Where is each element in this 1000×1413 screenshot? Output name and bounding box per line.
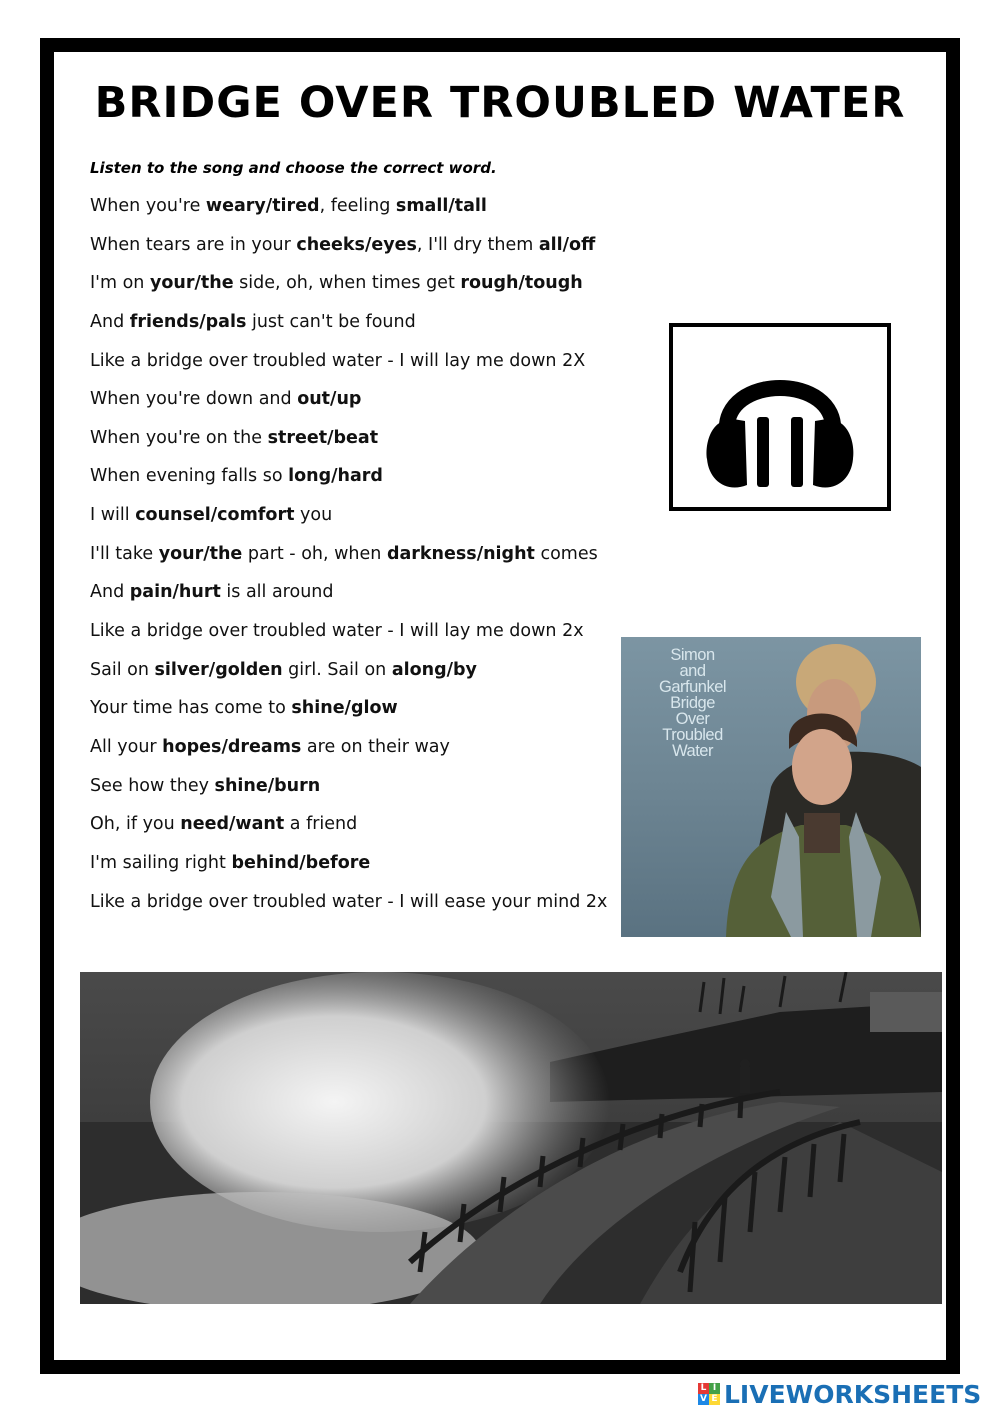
lyric-text: When tears are in your (90, 234, 297, 255)
logo-letter: I (709, 1383, 720, 1394)
album-text-line: Water (672, 742, 713, 760)
lyric-text: Like a bridge over troubled water - I will lay me down 2X (90, 350, 586, 371)
word-choice: rough/tough (460, 273, 583, 294)
lyric-text: I'm on (90, 273, 150, 294)
word-choice: small/tall (395, 196, 487, 216)
lyric-line (90, 192, 607, 231)
album-text-line: and (679, 662, 706, 680)
word-choice: shine/burn (214, 775, 321, 796)
lyric-text: Oh, if you (90, 814, 181, 835)
word-choice: all/off (538, 234, 596, 255)
word-choice: out/up (297, 389, 362, 410)
lyrics-list (90, 192, 607, 926)
sea-wave-photo (80, 972, 942, 1304)
lyric-line (90, 656, 607, 695)
album-cover (621, 637, 921, 937)
lyric-text: Sail on (90, 659, 155, 680)
logo-letter: V (698, 1394, 709, 1405)
lyric-line (90, 694, 607, 733)
lyric-text: Like a bridge over troubled water - I will lay me down 2x (90, 621, 584, 642)
lyric-text: Your time has come to (90, 698, 292, 719)
lyric-line (90, 578, 607, 617)
lyric-text: When you're down and (90, 389, 298, 410)
album-text-line: Bridge (670, 694, 715, 712)
lyric-line (90, 231, 607, 270)
word-choice: along/by (391, 659, 477, 680)
lyric-text: I'll take (90, 543, 159, 564)
lyric-text: is all around (220, 582, 334, 603)
lyric-text: And (90, 311, 130, 332)
liveworksheets-brand[interactable] (698, 1379, 981, 1409)
lyric-line (90, 269, 607, 308)
album-text-line: Garfunkel (659, 678, 727, 696)
lyric-line (90, 501, 607, 540)
lyric-text: When evening falls so (90, 466, 289, 487)
word-choice: shine/glow (291, 698, 398, 719)
stormy-sea-photo (80, 972, 942, 1304)
lyric-text: I'm sailing right (90, 852, 232, 873)
lyric-line (90, 385, 607, 424)
lyric-text: a friend (284, 814, 358, 835)
word-choice: silver/golden (154, 659, 283, 680)
lyric-text: you (294, 505, 333, 526)
word-choice: street/beat (267, 427, 379, 448)
album-text-line: Troubled (662, 726, 723, 744)
word-choice: friends/pals (129, 311, 247, 332)
lyric-text: , I'll dry them (416, 234, 539, 255)
word-choice: need/want (180, 814, 285, 835)
lyric-text: part - oh, when (242, 543, 387, 564)
lyric-line (90, 617, 607, 656)
brand-name: LIVEWORKSHEETS (724, 1379, 982, 1409)
headphones-icon (705, 345, 855, 493)
worksheet-title: BRIDGE OVER TROUBLED WATER (94, 78, 906, 128)
word-choice: cheeks/eyes (296, 234, 417, 255)
word-choice: your/the (158, 543, 243, 564)
word-choice: weary/tired (205, 196, 320, 216)
instruction-text: Listen to the song and choose the correct word. (90, 159, 497, 177)
lyric-line (90, 772, 607, 811)
lyric-text: See how they (90, 775, 215, 796)
lyric-text: When you're on the (90, 427, 268, 448)
lyric-line (90, 462, 607, 501)
lyric-text: just can't be found (246, 311, 416, 332)
headphones-box (669, 323, 891, 511)
word-choice: your/the (149, 273, 234, 294)
lyric-line (90, 849, 607, 888)
word-choice: pain/hurt (129, 582, 221, 603)
lyric-line (90, 424, 607, 463)
lyric-text: , feeling (319, 196, 396, 216)
liveworksheets-logo-icon (698, 1383, 720, 1405)
lyric-line (90, 347, 607, 386)
word-choice: hopes/dreams (162, 736, 302, 757)
lyric-text: Like a bridge over troubled water - I will ease your mind 2x (90, 891, 608, 912)
logo-letter: L (698, 1383, 709, 1394)
lyric-text: And (90, 582, 130, 603)
lyric-line (90, 810, 607, 849)
lyric-text: comes (534, 543, 598, 564)
lyric-text: girl. Sail on (282, 659, 392, 680)
lyric-line (90, 540, 607, 579)
word-choice: darkness/night (386, 543, 535, 564)
album-text-line: Over (675, 710, 710, 728)
lyric-text: All your (90, 736, 163, 757)
word-choice: counsel/comfort (135, 505, 295, 526)
album-cover-text (659, 647, 726, 759)
word-choice: long/hard (288, 466, 383, 487)
lyric-text: I will (90, 505, 136, 526)
lyric-text: When you're (90, 196, 206, 216)
lyric-line (90, 308, 607, 347)
lyric-text: side, oh, when times get (233, 273, 461, 294)
album-text-line: Simon (670, 646, 715, 664)
logo-letter: E (709, 1394, 720, 1405)
lyric-text: are on their way (301, 736, 450, 757)
lyric-line (90, 733, 607, 772)
lyric-line (90, 888, 607, 927)
word-choice: behind/before (231, 852, 371, 873)
